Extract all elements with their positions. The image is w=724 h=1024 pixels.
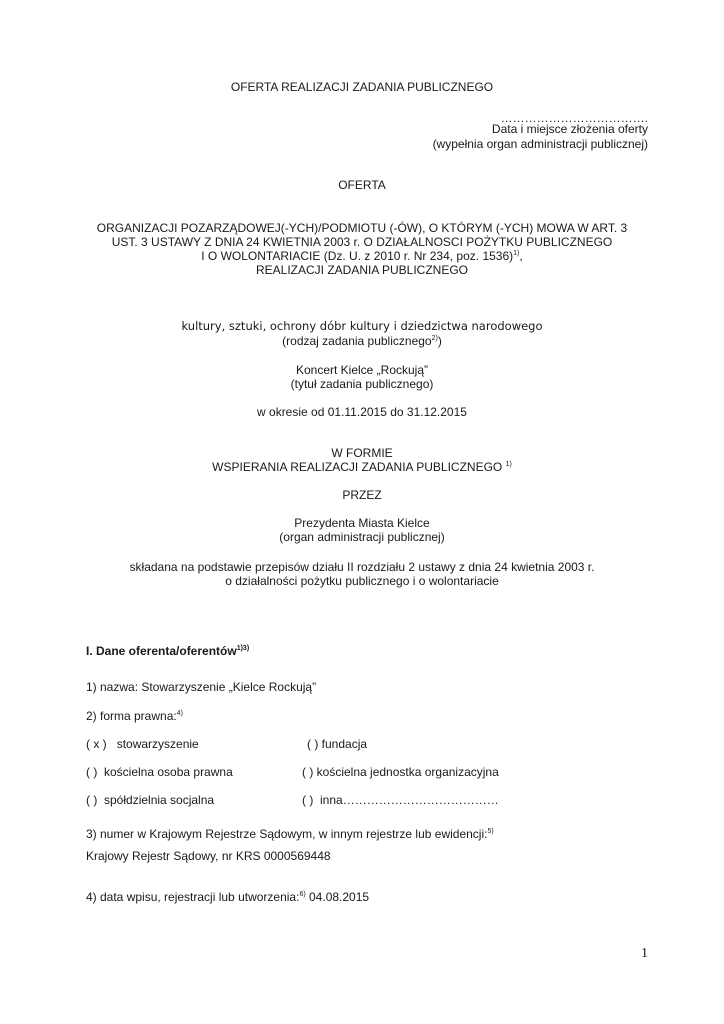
option-label: fundacja bbox=[321, 737, 368, 751]
task-title-label: (tytuł zadania publicznego) bbox=[290, 377, 434, 391]
option-mark: ( ) bbox=[86, 793, 98, 807]
option-mark: ( x ) bbox=[86, 737, 107, 751]
task-type-label: (rodzaj zadania publicznego$^{2)}$) bbox=[282, 334, 442, 348]
option-mark: ( ) bbox=[302, 765, 314, 779]
page-number: 1 bbox=[641, 946, 648, 961]
option-foundation[interactable] bbox=[307, 737, 367, 752]
submission-label: Data i miejsce złożenia oferty bbox=[491, 122, 648, 136]
option-label: kościelna jednostka organizacyjna bbox=[316, 765, 499, 779]
option-label: spółdzielnia socjalna bbox=[104, 793, 215, 807]
task-title-value: Koncert Kielce „Rockują” bbox=[295, 363, 429, 377]
option-other[interactable] bbox=[302, 793, 499, 808]
option-label: kościelna osoba prawna bbox=[104, 765, 233, 779]
organization-line-4: REALIZACJI ZADANIA PUBLICZNEGO bbox=[255, 263, 469, 277]
authority-label: (organ administracji publicznej) bbox=[279, 530, 445, 544]
registry-value: Krajowy Rejestr Sądowy, nr KRS 0000569448 bbox=[86, 849, 331, 863]
registry-label: 3) numer w Krajowym Rejestrze Sądowym, w innym rejestrze lub ewidencji:$^{5)}$ bbox=[86, 827, 494, 841]
entry-date: 4) data wpisu, rejestracji lub utworzenia:$^{6)}$ 04.08.2015 bbox=[86, 890, 370, 904]
offeror-name: 1) nazwa: Stowarzyszenie „Kielce Rockują” bbox=[86, 680, 317, 694]
option-church-legal-person[interactable] bbox=[86, 765, 233, 780]
legal-form-label: 2) forma prawna:$^{4)}$ bbox=[86, 709, 183, 723]
task-period: w okresie od 01.11.2015 do 31.12.2015 bbox=[257, 405, 467, 419]
form-line-2: WSPIERANIA REALIZACJI ZADANIA PUBLICZNEGO $^{1)}$ bbox=[212, 460, 512, 474]
form-line-1: W FORMIE bbox=[331, 446, 393, 460]
authority-value: Prezydenta Miasta Kielce bbox=[294, 516, 430, 530]
offer-heading: OFERTA bbox=[338, 178, 386, 192]
option-mark: ( ) bbox=[307, 737, 319, 751]
section-heading: I. Dane oferenta/oferentów$^{1)3)}$ bbox=[86, 644, 250, 658]
option-social-cooperative[interactable] bbox=[86, 793, 214, 808]
document-title: OFERTA REALIZACJI ZADANIA PUBLICZNEGO bbox=[230, 80, 494, 94]
legal-basis-line-2: o działalności pożytku publicznego i o wolontariacie bbox=[225, 574, 499, 588]
submission-note: (wypełnia organ administracji publicznej) bbox=[432, 137, 648, 151]
option-label: inna………………………………… bbox=[320, 793, 499, 807]
option-church-unit[interactable] bbox=[302, 765, 499, 780]
option-label: stowarzyszenie bbox=[116, 737, 199, 751]
task-type-value: kultury, sztuki, ochrony dóbr kultury i dziedzictwa narodowego bbox=[181, 319, 543, 333]
option-mark: ( ) bbox=[302, 793, 314, 807]
organization-line-1: ORGANIZACJI POZARZĄDOWEJ(-YCH)/PODMIOTU (-ÓW), O KTÓRYM (-YCH) MOWA W ART. 3 bbox=[96, 221, 628, 235]
submission-dots: ………………………………. bbox=[500, 111, 648, 125]
option-mark: ( ) bbox=[86, 765, 98, 779]
option-association[interactable] bbox=[86, 737, 199, 752]
by-heading: PRZEZ bbox=[342, 488, 382, 502]
legal-basis-line-1: składana na podstawie przepisów działu II rozdziału 2 ustawy z dnia 24 kwietnia 2003 r. bbox=[129, 560, 595, 574]
organization-line-3: I O WOLONTARIACIE (Dz. U. z 2010 r. Nr 234, poz. 1536)$^{1)}$, bbox=[201, 249, 523, 263]
organization-line-2: UST. 3 USTAWY Z DNIA 24 KWIETNIA 2003 r. O DZIAŁALNOSCI POŻYTKU PUBLICZNEGO bbox=[111, 235, 613, 249]
